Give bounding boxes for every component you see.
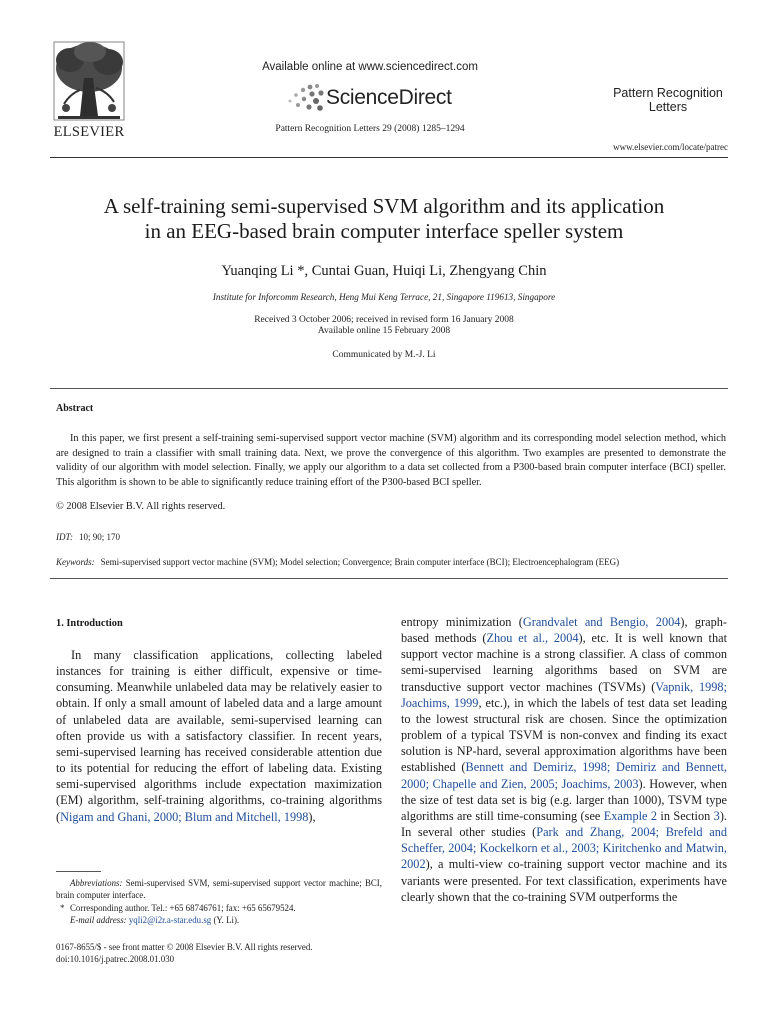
section-link[interactable]: 3 xyxy=(713,808,720,823)
article-dates xyxy=(40,315,728,337)
intro-paragraph-continued xyxy=(401,614,727,905)
available-date: Available online 15 February 2008 xyxy=(317,326,451,336)
abbreviations-footnote xyxy=(56,877,382,902)
corresponding-author-footnote xyxy=(56,902,382,914)
idt-label: IDT: xyxy=(56,532,74,542)
article-title xyxy=(40,194,728,244)
abstract-copyright: © 2008 Elsevier B.V. All rights reserved. xyxy=(56,501,226,512)
right-column xyxy=(401,614,727,905)
abstract-bottom-divider xyxy=(50,578,728,579)
available-online-text: Available online at www.sciencedirect.com xyxy=(262,61,478,73)
citation-link[interactable]: Bennett and Demiriz, 1998; Demiriz and Bennett, 2000; Chapelle and Zien, 2005; Joachims, 2003 xyxy=(401,760,728,791)
body-text: entropy minimization ( xyxy=(401,615,523,629)
section-heading-introduction: 1. Introduction xyxy=(56,618,123,629)
keywords-value: Semi-supervised support vector machine (SVM); Model selection; Convergence; Brain computer interface (BCI); Electroencephalogram (EEG) xyxy=(100,557,620,567)
abstract-top-divider xyxy=(50,388,728,389)
body-text: ). However, when the size of test data set is big (e.g. larger than 1000), TSVM type algorithms are still time-consuming (see xyxy=(401,776,728,823)
idt-value: 10; 90; 170 xyxy=(79,532,121,542)
sciencedirect-logo xyxy=(280,80,480,114)
footnote-divider xyxy=(56,871,101,872)
citation-link[interactable]: Zhou et al., 2004 xyxy=(486,631,579,646)
publisher-wordmark: ELSEVIER xyxy=(53,124,125,140)
citation-link[interactable]: Vapnik, 1998; Joachims, 1999 xyxy=(401,679,727,710)
header-divider xyxy=(50,157,728,158)
citation-link[interactable]: Nigam and Ghani, 2000; Blum and Mitchell, 1998 xyxy=(60,809,309,824)
title-line-2: in an EEG-based brain computer interface speller system xyxy=(144,219,624,243)
citation-link[interactable]: Grandvalet and Bengio, 2004 xyxy=(522,615,681,629)
journal-citation: Pattern Recognition Letters 29 (2008) 1285–1294 xyxy=(275,124,465,134)
elsevier-logo xyxy=(50,38,128,142)
footnote-star: * xyxy=(60,902,65,913)
intro-paragraph xyxy=(56,647,382,825)
body-text: ). In several other studies ( xyxy=(401,808,727,840)
sciencedirect-wordmark: ScienceDirect xyxy=(326,86,452,109)
received-date: Received 3 October 2006; received in revised form 16 January 2008 xyxy=(254,315,514,325)
abstract-heading: Abstract xyxy=(56,403,94,414)
title-line-1: A self-training semi-supervised SVM algorithm and its application xyxy=(103,194,665,218)
author-affiliation: Institute for Inforcomm Research, Heng Mui Keng Terrace, 21, Singapore 119613, Singapore xyxy=(212,292,556,302)
example-link[interactable]: Example 2 xyxy=(603,808,658,823)
journal-url-link[interactable]: www.elsevier.com/locate/patrec xyxy=(613,142,728,152)
journal-name xyxy=(598,86,738,114)
email-footnote xyxy=(56,914,382,926)
email-suffix: (Y. Li). xyxy=(211,914,240,925)
communicated-by: Communicated by M.-J. Li xyxy=(332,350,436,360)
email-link[interactable]: yqli2@i2r.a-star.edu.sg xyxy=(128,914,212,925)
abbreviations-text: Semi-supervised SVM, semi-supervised support vector machine; BCI, brain computer interface. xyxy=(56,878,382,901)
left-column xyxy=(56,647,382,825)
body-text: ), a multi-view co-training support vector machine and its variants were presented. For text classification, experiments have clearly shown that the co-training SVM outperforms the xyxy=(401,857,727,904)
corresponding-author-text: Corresponding author. Tel.: +65 68746761; fax: +65 65679524. xyxy=(70,902,296,913)
abbreviations-label: Abbreviations: xyxy=(70,878,123,888)
footnotes xyxy=(56,877,382,926)
body-text: ), xyxy=(308,809,316,824)
body-text: In many classification applications, collecting labeled instances for training is either difficult, expensive or time-consuming. Meanwhile unlabeled data may be relatively easier to obtain. If only a small amount of labeled data and a large amount of unlabeled data are available, semi-supervised learning can often provide us with a satisfactory classifier. In recent years, semi-supervised learning has received considerable attention due to its potential for reducing the effort of labeling data. Existing semi-supervised algorithms include expectation maximization (EM) algorithm, self-training algorithms, co-training algorithms ( xyxy=(56,648,382,824)
sciencedirect-dots-icon xyxy=(282,82,326,112)
citation-link[interactable]: Park and Zhang, 2004; Brefeld and Scheffer, 2004; Kockelkorn et al., 2003; Kiritchenko and Matwin, 2002 xyxy=(401,825,727,872)
idt-codes xyxy=(56,532,120,542)
keywords-label: Keywords: xyxy=(56,557,95,567)
journal-name-line-1: Pattern Recognition xyxy=(613,86,723,100)
body-text: ), graph-based methods ( xyxy=(401,615,727,646)
email-label: E-mail address: xyxy=(70,914,127,925)
journal-name-line-2: Letters xyxy=(648,100,688,114)
doi-line[interactable]: doi:10.1016/j.patrec.2008.01.030 xyxy=(56,954,175,965)
abstract-paragraph: In this paper, we first present a self-training semi-supervised support vector machine (SVM) algorithm and its corresponding model selection method, which are designed to train a classifier with small training data. Next, we prove the convergence of this algorithm. Two examples are presented to demonstrate the validity of our algorithm with model selection. Finally, we apply our algorithm to a data set collected from a P300-based brain computer interface (BCI) speller. This algorithm is shown to be able to significantly reduce training effort of the P300-based BCI speller. xyxy=(56,433,726,488)
front-matter-info xyxy=(56,941,386,966)
author-list: Yuanqing Li *, Cuntai Guan, Huiqi Li, Zhengyang Chin xyxy=(221,263,547,279)
elsevier-tree-icon xyxy=(50,38,128,124)
abstract-text xyxy=(56,432,726,490)
body-text: , etc.), in which the labels of test data set leading to the lowest structural risk are chosen. Since the optimization problem of a typical TSVM is non-convex and finding its exact solution is NP-hard, several approximation algorithms have been established ( xyxy=(401,695,727,775)
body-text: ), etc. It is well known that support vector machine is a strong classifier. A class of common semi-supervised learning algorithms based on SVM are transductive support vector machines (TSVMs) ( xyxy=(401,631,727,694)
issn-line: 0167-8655/$ - see front matter © 2008 Elsevier B.V. All rights reserved. xyxy=(56,942,313,952)
keywords xyxy=(56,557,726,567)
body-text: in Section xyxy=(657,808,714,823)
